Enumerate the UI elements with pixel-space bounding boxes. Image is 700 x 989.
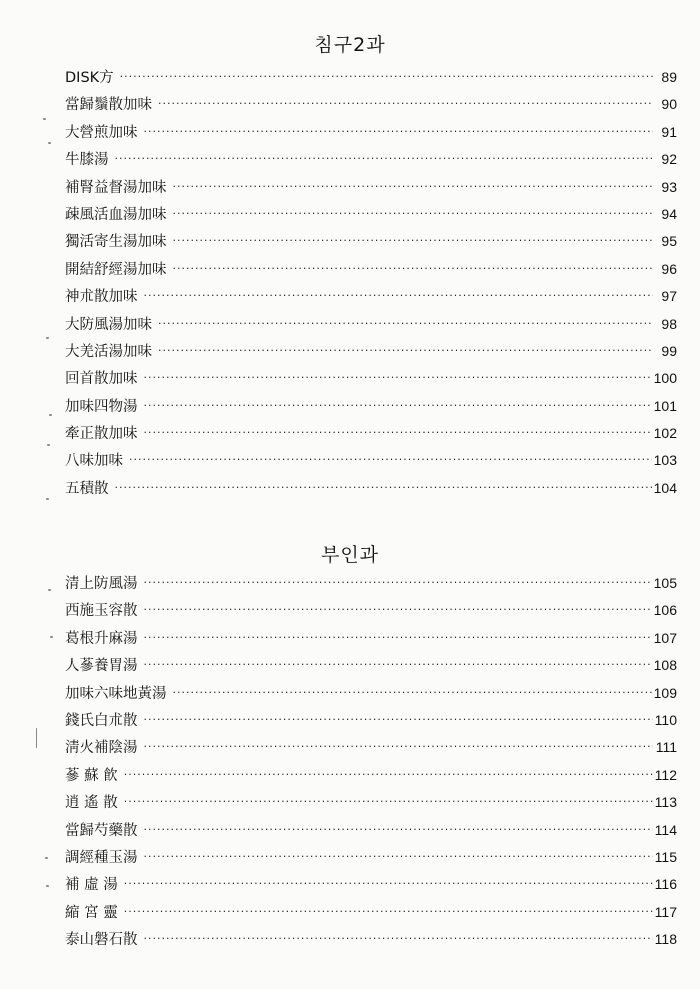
entry-title: 開結舒經湯加味 [65, 261, 167, 278]
entry-title: 調經種玉湯 [65, 849, 138, 866]
entry-page-number: 94 [661, 205, 677, 222]
entry-title: 西施玉容散 [65, 603, 138, 620]
entry-title: 加味四物湯 [65, 398, 138, 415]
scan-speck [46, 498, 49, 500]
toc-entry [65, 627, 677, 654]
toc-entry [65, 846, 677, 873]
entry-title: 人蔘養胃湯 [65, 658, 138, 675]
toc-entry [65, 148, 677, 175]
entry-page-number: 105 [653, 575, 677, 591]
dot-leader [173, 232, 654, 247]
entry-page-number: 100 [653, 370, 677, 387]
toc-entry [65, 121, 677, 148]
entry-title: 當歸鬚散加味 [65, 97, 152, 114]
entry-title: 逍 遙 散 [65, 795, 118, 812]
entry-page-number: 92 [661, 151, 677, 168]
entry-page-number: 117 [654, 903, 677, 920]
dot-leader [144, 287, 654, 302]
toc-entry [65, 176, 677, 203]
entry-page-number: 113 [654, 794, 677, 811]
entry-page-number: 99 [661, 342, 677, 359]
dot-leader [144, 821, 653, 836]
dot-leader [124, 875, 653, 890]
entry-page-number: 95 [661, 233, 677, 250]
entry-page-number: 89 [661, 69, 677, 85]
entry-title: 牽正散加味 [65, 426, 138, 443]
entry-page-number: 98 [661, 315, 677, 332]
dot-leader [144, 930, 653, 945]
scan-speck [48, 142, 51, 144]
entry-title: 疎風活血湯加味 [65, 206, 167, 223]
toc-entry [65, 599, 677, 626]
toc-entry [65, 572, 677, 599]
toc-entry [65, 764, 677, 791]
entry-title: 獨活寄生湯加味 [65, 234, 167, 251]
scan-speck [49, 414, 52, 416]
toc-entry [65, 203, 677, 230]
dot-leader [124, 903, 653, 918]
dot-leader [144, 656, 652, 671]
entry-page-number: 97 [661, 288, 677, 305]
toc-entry [65, 258, 677, 285]
entry-page-number: 104 [653, 479, 677, 496]
scan-speck [45, 857, 48, 859]
entry-title: 蔘 蘇 飮 [65, 767, 118, 784]
entry-page-number: 114 [654, 821, 677, 838]
toc-entry [65, 422, 677, 449]
dot-leader [144, 424, 652, 439]
entry-page-number: 108 [653, 657, 677, 674]
toc-entry [65, 709, 677, 736]
section-title-buingwa: 부인과 [320, 544, 380, 566]
toc-list-chimgu2 [65, 66, 677, 504]
entry-title: DISK方 [65, 70, 114, 86]
section-title-chimgu2: 침구2과 [314, 34, 386, 56]
toc-entry [65, 682, 677, 709]
dot-leader [144, 397, 652, 412]
dot-leader [158, 342, 653, 357]
entry-title: 五積散 [65, 480, 109, 497]
dot-leader [173, 178, 654, 193]
dot-leader [144, 629, 652, 644]
entry-title: 補 虛 湯 [65, 877, 118, 894]
entry-page-number: 111 [655, 739, 677, 756]
entry-title: 淸火補陰湯 [65, 740, 138, 757]
toc-entry [65, 654, 677, 681]
entry-page-number: 110 [654, 711, 677, 728]
entry-page-number: 116 [654, 876, 677, 893]
entry-title: 大防風湯加味 [65, 316, 152, 333]
entry-page-number: 112 [654, 766, 677, 783]
entry-title: 補腎益督湯加味 [65, 179, 167, 196]
toc-entry [65, 901, 677, 928]
toc-entry [65, 477, 677, 504]
entry-page-number: 91 [661, 123, 677, 140]
dot-leader [144, 738, 654, 753]
toc-entry [65, 928, 677, 955]
toc-entry [65, 449, 677, 476]
dot-leader [115, 150, 654, 165]
toc-list-buingwa [65, 572, 677, 955]
entry-page-number: 93 [661, 178, 677, 195]
toc-entry [65, 873, 677, 900]
toc-entry [65, 93, 677, 120]
entry-page-number: 103 [653, 452, 677, 469]
dot-leader [120, 68, 653, 83]
dot-leader [173, 205, 654, 220]
toc-entry [65, 819, 677, 846]
entry-title: 大羌活湯加味 [65, 343, 152, 360]
entry-title: 加味六味地黃湯 [65, 685, 167, 702]
toc-entry [65, 367, 677, 394]
toc-entry [65, 230, 677, 257]
dot-leader [173, 684, 652, 699]
entry-page-number: 106 [653, 602, 677, 619]
dot-leader [129, 451, 652, 466]
entry-title: 八味加味 [65, 453, 123, 470]
toc-entry [65, 736, 677, 763]
toc-entry [65, 791, 677, 818]
entry-title: 葛根升麻湯 [65, 630, 138, 647]
dot-leader [144, 848, 653, 863]
toc-entry [65, 340, 677, 367]
entry-title: 神朮散加味 [65, 289, 138, 306]
toc-entry [65, 66, 677, 93]
entry-title: 清上防風湯 [65, 576, 138, 592]
dot-leader [115, 479, 652, 494]
entry-title: 大營煎加味 [65, 124, 138, 141]
dot-leader [144, 711, 653, 726]
scan-speck [50, 636, 53, 638]
entry-title: 縮 宮 靈 [65, 904, 118, 921]
scan-speck [48, 589, 51, 591]
entry-page-number: 107 [653, 629, 677, 646]
toc-entry [65, 313, 677, 340]
scan-speck [36, 728, 37, 748]
scan-speck [47, 444, 50, 446]
entry-page-number: 109 [653, 684, 677, 701]
dot-leader [124, 793, 653, 808]
dot-leader [144, 369, 652, 384]
entry-page-number: 115 [654, 848, 677, 865]
scan-speck [46, 885, 49, 887]
toc-entry [65, 285, 677, 312]
dot-leader [173, 260, 654, 275]
dot-leader [144, 123, 654, 138]
dot-leader [158, 315, 653, 330]
dot-leader [158, 95, 653, 110]
entry-page-number: 118 [654, 931, 677, 948]
dot-leader [144, 574, 652, 589]
scan-speck [46, 337, 49, 339]
entry-page-number: 90 [661, 96, 677, 113]
entry-page-number: 101 [653, 397, 677, 414]
entry-page-number: 96 [661, 260, 677, 277]
entry-page-number: 102 [653, 425, 677, 442]
toc-entry [65, 395, 677, 422]
scan-speck [43, 118, 46, 120]
dot-leader [144, 601, 652, 616]
dot-leader [124, 766, 653, 781]
entry-title: 牛膝湯 [65, 152, 109, 169]
entry-title: 回首散加味 [65, 371, 138, 388]
entry-title: 錢氏白朮散 [65, 712, 138, 729]
entry-title: 當歸芍藥散 [65, 822, 138, 839]
entry-title: 泰山磐石散 [65, 932, 138, 949]
